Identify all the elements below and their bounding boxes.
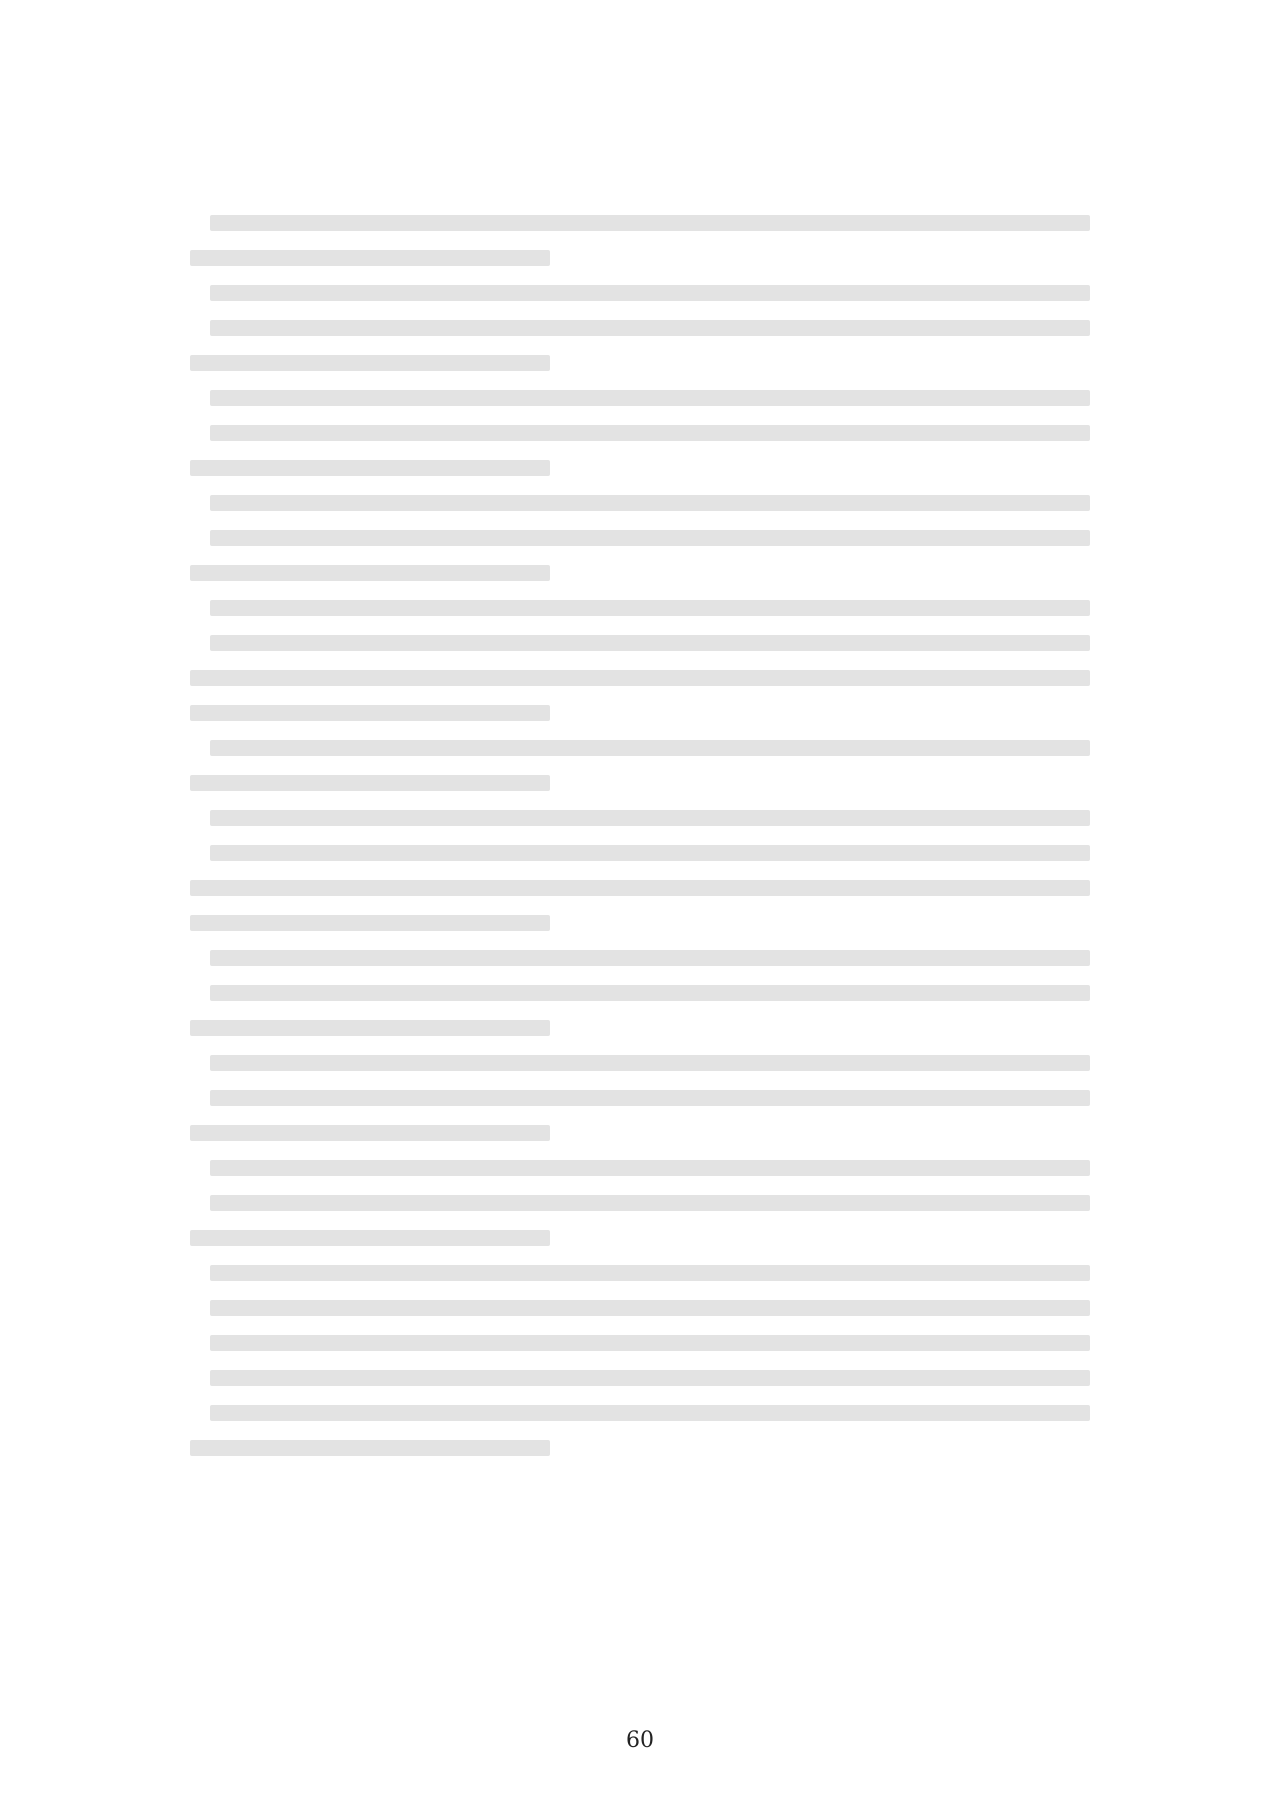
redacted-line [210, 215, 1090, 231]
redacted-line [210, 635, 1090, 651]
redacted-line [210, 985, 1090, 1001]
redacted-line [190, 670, 1090, 686]
redacted-line [190, 1125, 550, 1141]
redacted-line [190, 250, 550, 266]
redacted-line [190, 1440, 550, 1456]
redacted-line [190, 1020, 550, 1036]
redacted-line [190, 460, 550, 476]
redacted-line [210, 320, 1090, 336]
redacted-line [210, 285, 1090, 301]
redacted-line [190, 915, 550, 931]
redacted-line [210, 530, 1090, 546]
redacted-line [190, 355, 550, 371]
page-number: 60 [626, 1728, 654, 1753]
redacted-line [210, 1405, 1090, 1421]
redacted-line [210, 1370, 1090, 1386]
redacted-line [210, 950, 1090, 966]
redacted-line [210, 1195, 1090, 1211]
redacted-line [190, 880, 1090, 896]
redacted-line [210, 390, 1090, 406]
redacted-line [210, 810, 1090, 826]
redacted-line [210, 740, 1090, 756]
redacted-line [210, 845, 1090, 861]
redacted-body-text [190, 215, 1090, 1475]
redacted-line [210, 425, 1090, 441]
redacted-line [190, 705, 550, 721]
redacted-line [190, 775, 550, 791]
redacted-line [210, 1335, 1090, 1351]
redacted-line [210, 1265, 1090, 1281]
redacted-line [190, 565, 550, 581]
redacted-line [210, 1160, 1090, 1176]
redacted-line [210, 600, 1090, 616]
redacted-line [210, 1090, 1090, 1106]
redacted-line [210, 495, 1090, 511]
redacted-line [210, 1300, 1090, 1316]
redacted-line [210, 1055, 1090, 1071]
redacted-line [190, 1230, 550, 1246]
